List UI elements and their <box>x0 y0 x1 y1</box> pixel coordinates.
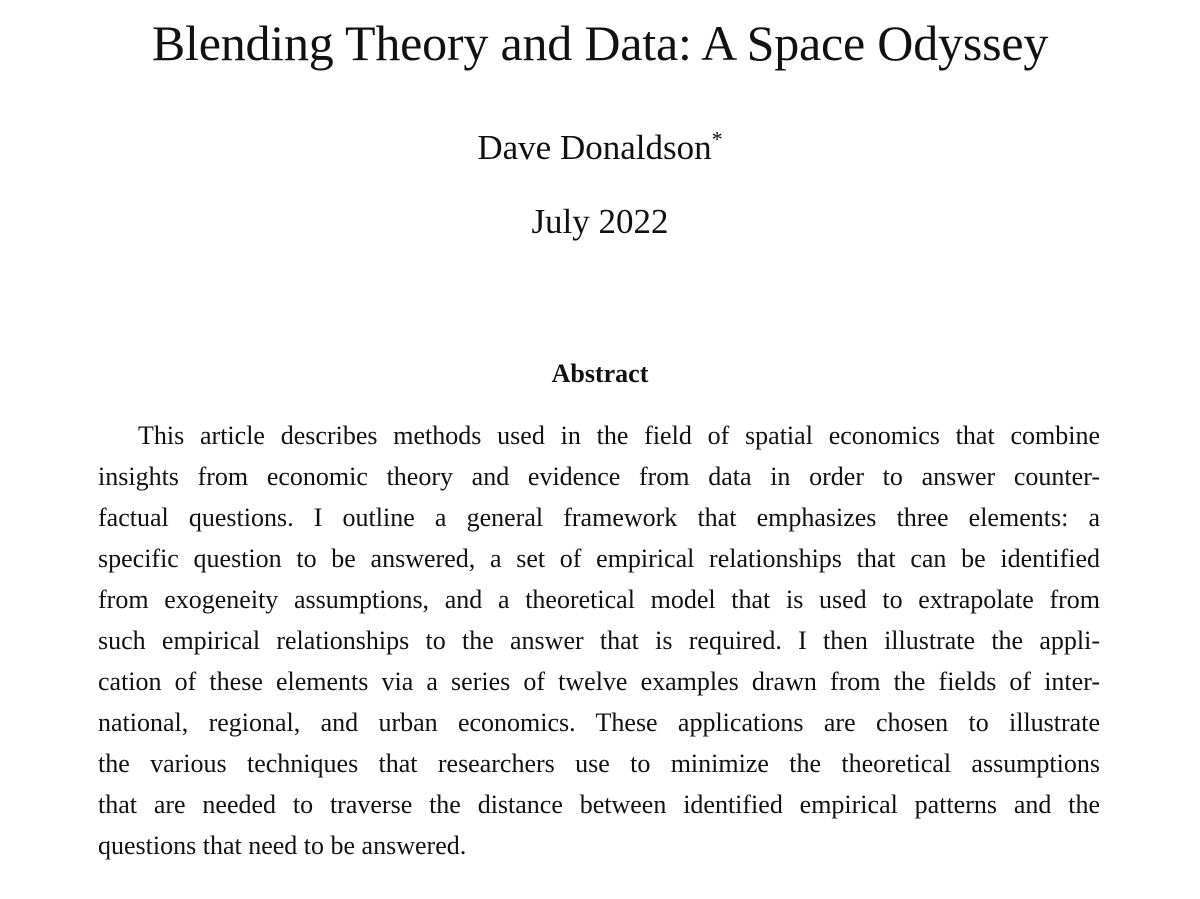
abstract-line: that are needed to traverse the distance between identified empirical patterns and the <box>98 790 1100 819</box>
abstract-heading: Abstract <box>551 359 649 388</box>
abstract-line: the various techniques that researchers use to minimize the theoretical assumptions <box>98 749 1100 778</box>
abstract-line: insights from economic theory and evidence from data in order to answer counter- <box>98 462 1100 491</box>
abstract-line: This article describes methods used in the field of spatial economics that combine <box>138 421 1100 450</box>
author-footnote-mark: * <box>711 126 723 152</box>
abstract-line: cation of these elements via a series of twelve examples drawn from the fields of inter- <box>98 667 1100 696</box>
publication-date: July 2022 <box>531 202 669 241</box>
abstract-line: factual questions. I outline a general framework that emphasizes three elements: a <box>98 503 1100 532</box>
abstract-line: from exogeneity assumptions, and a theoretical model that is used to extrapolate from <box>98 585 1100 614</box>
abstract-line: national, regional, and urban economics. These applications are chosen to illustrate <box>98 708 1100 737</box>
abstract-body <box>98 415 1100 866</box>
abstract-line: questions that need to be answered. <box>98 831 467 860</box>
abstract-line: such empirical relationships to the answer that is required. I then illustrate the appli- <box>98 626 1100 655</box>
paper-title: Blending Theory and Data: A Space Odyssey <box>151 15 1049 71</box>
author-line <box>0 124 1200 172</box>
abstract-line: specific question to be answered, a set of empirical relationships that can be identified <box>98 544 1100 573</box>
author-name: Dave Donaldson <box>477 128 712 167</box>
